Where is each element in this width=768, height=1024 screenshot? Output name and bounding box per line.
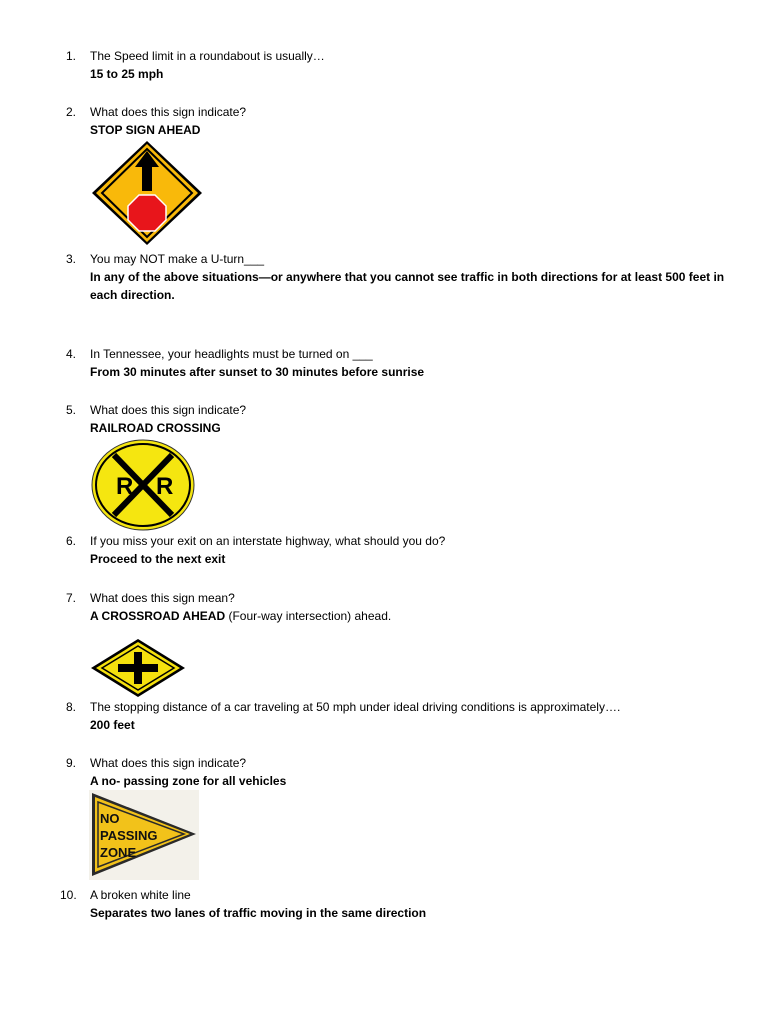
answer-text: A no- passing zone for all vehicles bbox=[90, 774, 287, 788]
question-text: You may NOT make a U-turn___ bbox=[90, 252, 265, 266]
answer-text: Separates two lanes of traffic moving in the same direction bbox=[90, 906, 427, 920]
octagon-icon bbox=[128, 195, 166, 231]
question-number: 10. bbox=[60, 888, 77, 902]
question-text: The Speed limit in a roundabout is usually… bbox=[90, 49, 325, 63]
no-passing-line1: NO bbox=[100, 811, 120, 826]
no-passing-line3: ZONE bbox=[100, 845, 137, 860]
railroad-crossing-icon bbox=[90, 439, 196, 531]
question-text: In Tennessee, your headlights must be turned on ___ bbox=[90, 347, 373, 361]
question-number: 6. bbox=[66, 534, 77, 548]
question-number: 8. bbox=[66, 700, 77, 714]
answer-text: STOP SIGN AHEAD bbox=[90, 123, 201, 137]
question-text: What does this sign mean? bbox=[90, 591, 235, 605]
answer-text: 200 feet bbox=[90, 718, 135, 732]
question-number: 4. bbox=[66, 347, 77, 361]
answer-bold: A CROSSROAD AHEAD bbox=[90, 609, 226, 623]
question-number: 5. bbox=[66, 403, 77, 417]
no-passing-line2: PASSING bbox=[100, 828, 158, 843]
question-number: 1. bbox=[66, 49, 77, 63]
question-text: The stopping distance of a car traveling at 50 mph under ideal driving conditions is approximately…. bbox=[90, 700, 621, 714]
crossroad-horizontal-bar bbox=[118, 664, 158, 672]
answer-text: From 30 minutes after sunset to 30 minutes before sunrise bbox=[90, 365, 425, 379]
answer-text: RAILROAD CROSSING bbox=[90, 421, 221, 435]
question-text: What does this sign indicate? bbox=[90, 403, 247, 417]
railroad-letter-right: R bbox=[156, 473, 174, 500]
question-text: A broken white line bbox=[90, 888, 191, 902]
crossroad-ahead-icon bbox=[90, 638, 186, 698]
question-number: 3. bbox=[66, 252, 77, 266]
question-text: What does this sign indicate? bbox=[90, 105, 247, 119]
question-number: 2. bbox=[66, 105, 77, 119]
question-text: If you miss your exit on an interstate highway, what should you do? bbox=[90, 534, 446, 548]
question-number: 7. bbox=[66, 591, 77, 605]
answer-suffix: (Four-way intersection) ahead. bbox=[225, 609, 392, 623]
answer-text: In any of the above situations—or anywhere that you cannot see traffic in both directions for at least 500 feet in each direction. bbox=[90, 270, 725, 302]
answer-text: 15 to 25 mph bbox=[90, 67, 164, 81]
answer-text: Proceed to the next exit bbox=[90, 552, 226, 566]
stop-sign-ahead-icon bbox=[89, 139, 205, 247]
no-passing-zone-icon bbox=[89, 790, 199, 880]
question-number: 9. bbox=[66, 756, 77, 770]
railroad-letter-left: R bbox=[116, 473, 134, 500]
answer-text bbox=[90, 607, 730, 625]
question-text: What does this sign indicate? bbox=[90, 756, 247, 770]
